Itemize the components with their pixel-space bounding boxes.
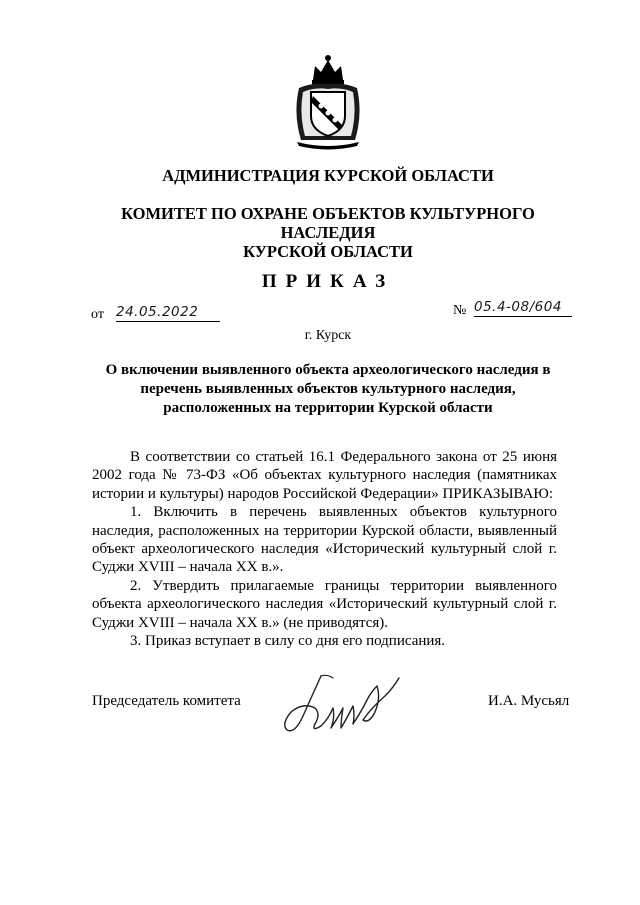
signatory-name: И.А. Мусьял xyxy=(488,693,570,709)
coat-of-arms-emblem xyxy=(291,54,365,150)
city: г. Курск xyxy=(304,328,352,343)
order-body xyxy=(92,448,557,650)
committee-name xyxy=(80,204,576,261)
order-item-2: 2. Утвердить прилагаемые границы территории выявленного объекта археологического наследия «Исторический культурный слой г. Суджи XVIII – начала XX в.» (не приводятся). xyxy=(92,577,557,631)
date-label: от xyxy=(91,307,104,322)
date-value: 24.05.2022 xyxy=(116,304,220,322)
order-title-line-1: О включении выявленного объекта археологического наследия в xyxy=(105,362,551,378)
handwritten-signature xyxy=(281,668,409,744)
number-value: 05.4-08/604 xyxy=(474,299,572,317)
order-title-line-3: расположенных на территории Курской области xyxy=(163,400,493,416)
number-label: № xyxy=(453,303,467,318)
administration-name: АДМИНИСТРАЦИЯ КУРСКОЙ ОБЛАСТИ xyxy=(162,166,494,185)
order-item-3: 3. Приказ вступает в силу со дня его подписания. xyxy=(130,633,446,650)
committee-name-line-2: КУРСКОЙ ОБЛАСТИ xyxy=(243,242,413,261)
order-title-line-2: перечень выявленных объектов культурного наследия, xyxy=(140,381,516,397)
signatory-position: Председатель комитета xyxy=(92,693,241,709)
order-item-1: 1. Включить в перечень выявленных объектов культурного наследия, расположенных на территории Курской области, выявленный объект археологического наследия «Исторический культурный слой г. Суджи XVIII – начала XX в.». xyxy=(92,504,557,576)
preamble-paragraph: В соответствии со статьей 16.1 Федерального закона от 25 июня 2002 года № 73-ФЗ «Об объектах культурного наследия (памятниках истории и культуры) народов Российской Федерации» ПРИКАЗЫВАЮ: xyxy=(92,449,557,502)
committee-name-line-1: КОМИТЕТ ПО ОХРАНЕ ОБЪЕКТОВ КУЛЬТУРНОГО НАСЛЕДИЯ xyxy=(121,204,535,242)
order-title xyxy=(90,361,566,418)
document-type-heading: ПРИКАЗ xyxy=(261,271,395,292)
